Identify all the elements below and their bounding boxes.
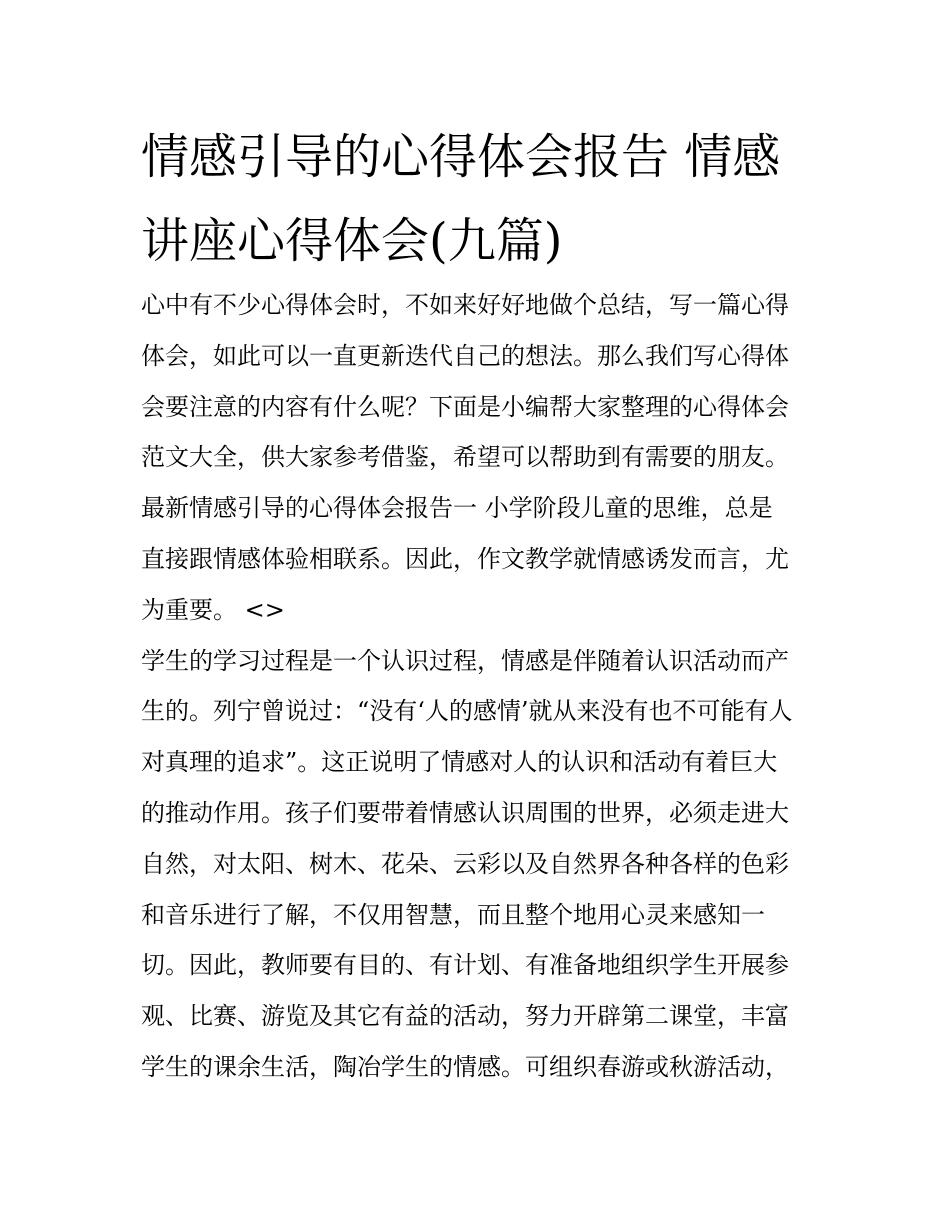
body-line: 和音乐进行了解，不仅用智慧，而且整个地用心灵来感知一 bbox=[141, 900, 765, 929]
body-line: 学生的学习过程是一个认识过程，情感是伴随着认识活动而产 bbox=[141, 646, 789, 675]
document-title bbox=[141, 115, 831, 283]
body-line: 体会，如此可以一直更新迭代自己的想法。那么我们写心得体 bbox=[141, 341, 789, 370]
body-line: 观、比赛、游览及其它有益的活动，努力开辟第二课堂，丰富 bbox=[141, 1002, 789, 1031]
title-line: 情感引导的心得体会报告 情感 bbox=[141, 129, 781, 185]
body-line: 范文大全，供大家参考借鉴，希望可以帮助到有需要的朋友。 bbox=[141, 443, 789, 472]
body-line: 心中有不少心得体会时，不如来好好地做个总结，写一篇心得 bbox=[141, 291, 789, 319]
body-line: 会要注意的内容有什么呢？下面是小编帮大家整理的心得体会 bbox=[141, 392, 789, 421]
body-line: 直接跟情感体验相联系。因此，作文教学就情感诱发而言，尤 bbox=[141, 544, 789, 573]
body-line: 切。因此，教师要有目的、有计划、有准备地组织学生开展参 bbox=[141, 951, 789, 980]
body-line: 自然，对太阳、树木、花朵、云彩以及自然界各种各样的色彩 bbox=[141, 849, 789, 878]
title-line: 讲座心得体会(九篇) bbox=[141, 213, 563, 269]
body-line: 学生的课余生活，陶冶学生的情感。可组织春游或秋游活动， bbox=[141, 1052, 789, 1081]
body-line: 对真理的追求”。这正说明了情感对人的认识和活动有着巨大 bbox=[141, 748, 778, 777]
body-line: 生的。列宁曾说过：“没有‘人的感情’就从来没有也不可能有人 bbox=[141, 697, 793, 726]
body-line: 为重要。 <> bbox=[141, 595, 285, 624]
body-line: 最新情感引导的心得体会报告一 小学阶段儿童的思维，总是 bbox=[141, 494, 773, 523]
body-line: 的推动作用。孩子们要带着情感认识周围的世界，必须走进大 bbox=[141, 798, 789, 827]
document-body bbox=[141, 280, 821, 1093]
